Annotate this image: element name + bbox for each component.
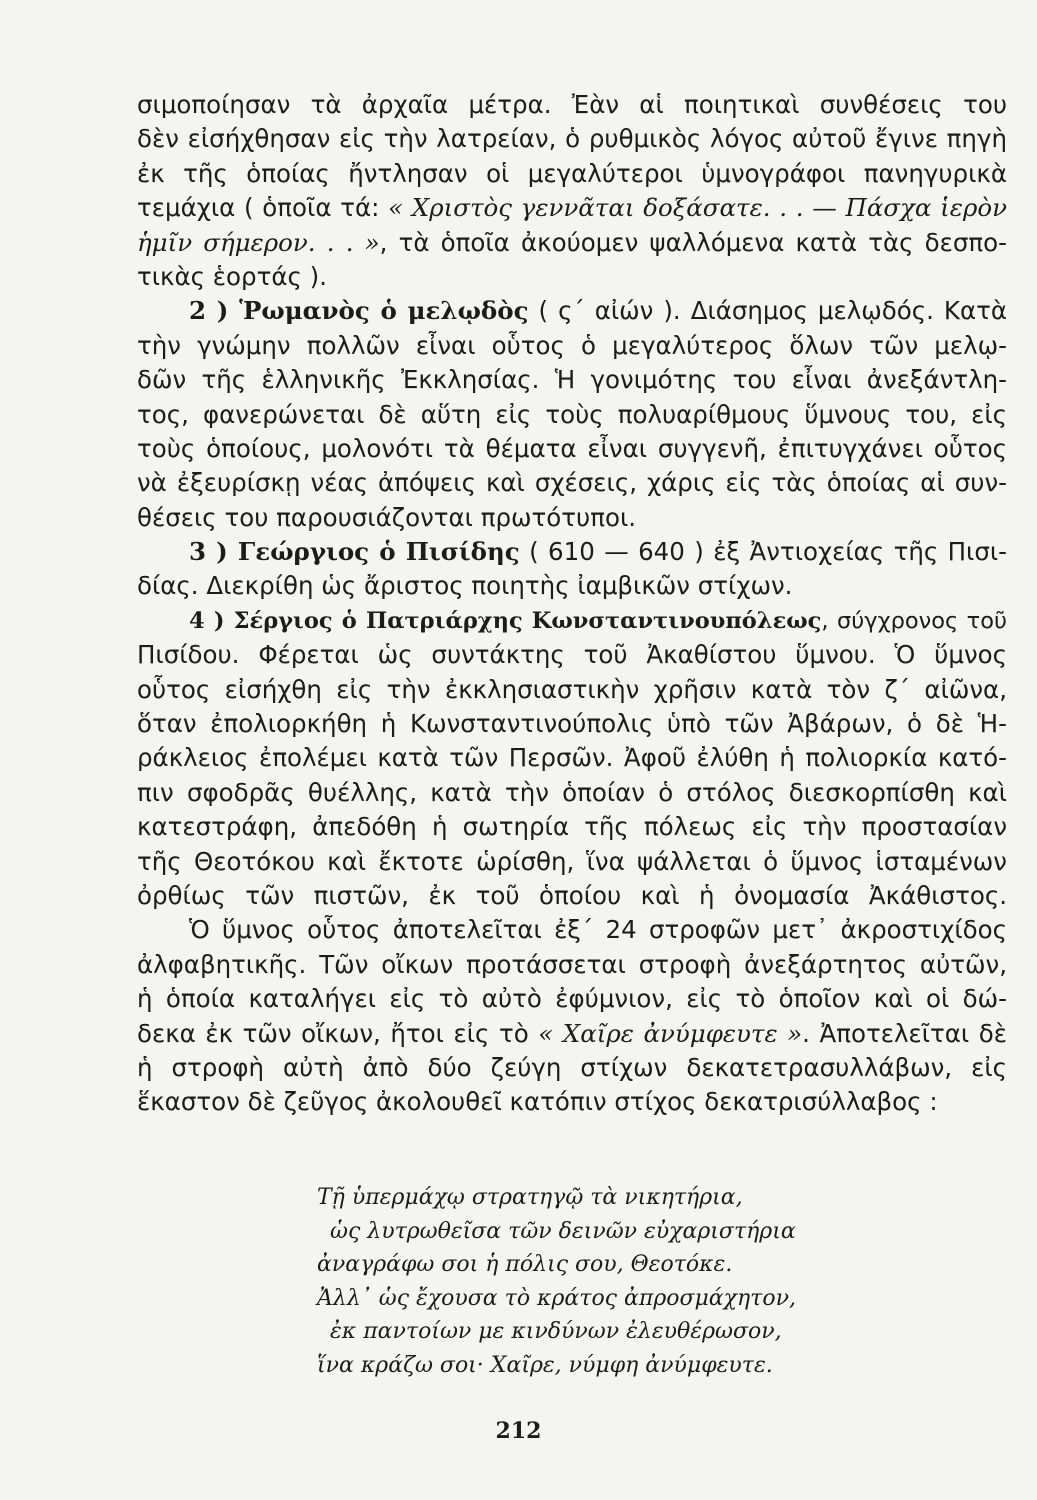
text-segment: ( 610 — 640 ) ἐξ Ἀντιοχείας τῆς Πισι- bbox=[519, 537, 1008, 567]
hymn-verses bbox=[317, 1181, 917, 1382]
quoted-hymn-text: « Χαῖρε ἀνύμφευτε » bbox=[538, 1018, 803, 1048]
verse-line: ὡς λυτρωθεῖσα τῶν δεινῶν εὐχαριστήρια bbox=[330, 1218, 796, 1244]
text-line bbox=[137, 776, 1007, 810]
text-segment: πιν σφοδρᾶς θυέλλης, κατὰ τὴν ὁποίαν ὁ στόλος διεσκορπίσθη καὶ bbox=[137, 777, 1007, 807]
quoted-hymn-text: ἡμῖν σήμερον. . . » bbox=[137, 227, 380, 257]
text-segment: . Ἀποτελεῖται δὲ bbox=[802, 1018, 1008, 1048]
text-line bbox=[137, 226, 1007, 260]
text-segment: Ὁ ὕμνος οὗτος ἀποτελεῖται ἐξ´ 24 στροφῶν μετ᾽ ἀκροστιχίδος bbox=[189, 915, 1007, 945]
page-number: 212 bbox=[495, 1418, 542, 1444]
text-line bbox=[137, 1051, 1007, 1085]
text-segment: ἡ στροφὴ αὐτὴ ἀπὸ δύο ζεύγη στίχων δεκατετρασυλλάβων, εἰς bbox=[137, 1052, 1007, 1082]
text-segment: οὗτος εἰσήχθη εἰς τὴν ἐκκλησιαστικὴν χρῆσιν κατὰ τὸν ζ´ αἰῶνα, bbox=[137, 674, 1007, 704]
text-line bbox=[137, 432, 1007, 466]
text-segment: ἕκαστον δὲ ζεῦγος ἀκολουθεῖ κατόπιν στίχος δεκατρισύλλαβος : bbox=[137, 1087, 938, 1117]
text-line bbox=[137, 879, 1007, 913]
section-heading: 3 ) Γεώργιος ὁ Πισίδης bbox=[189, 537, 520, 567]
text-segment: τῆς Θεοτόκου καὶ ἔκτοτε ὡρίσθη, ἵνα ψάλλεται ὁ ὕμνος ἱσταμένων bbox=[137, 846, 1007, 876]
text-line bbox=[137, 638, 1007, 672]
text-line bbox=[137, 363, 1007, 397]
text-line bbox=[137, 466, 1007, 500]
text-line bbox=[137, 673, 1007, 707]
text-line bbox=[137, 294, 1007, 328]
text-line bbox=[137, 122, 1007, 156]
text-line bbox=[137, 329, 1007, 363]
text-line bbox=[137, 88, 1007, 122]
text-segment: ἐκ τῆς ὁποίας ἤντλησαν οἱ μεγαλύτεροι ὑμνογράφοι πανηγυρικὰ bbox=[137, 158, 1007, 188]
text-segment: δίας. Διεκρίθη ὡς ἄριστος ποιητὴς ἰαμβικῶν στίχων. bbox=[137, 571, 793, 601]
text-segment: δεκα ἐκ τῶν οἴκων, ἤτοι εἰς τὸ bbox=[137, 1018, 539, 1048]
verse-line: Τῇ ὑπερμάχῳ στρατηγῷ τὰ νικητήρια, bbox=[317, 1185, 743, 1210]
text-line bbox=[137, 604, 1007, 638]
text-segment: τος, φανερώνεται δὲ αὕτη εἰς τοὺς πολυαρίθμους ὕμνους του, εἰς bbox=[137, 399, 1007, 429]
text-line bbox=[137, 1085, 1007, 1119]
text-segment: ὀρθίως τῶν πιστῶν, ἐκ τοῦ ὁποίου καὶ ἡ ὀνομασία Ἀκάθιστος. bbox=[137, 880, 1007, 910]
text-segment: δῶν τῆς ἑλληνικῆς Ἐκκλησίας. Ἡ γονιμότης του εἶναι ἀνεξάντλη- bbox=[137, 365, 1007, 395]
text-segment: ράκλειος ἐπολέμει κατὰ τῶν Περσῶν. Ἀφοῦ ἐλύθη ἡ πολιορκία κατό- bbox=[137, 743, 1007, 773]
text-line bbox=[137, 501, 1007, 535]
text-segment: τικὰς ἑορτάς ). bbox=[137, 261, 327, 291]
text-line bbox=[137, 741, 1007, 775]
text-segment: κατεστράφη, ἀπεδόθη ἡ σωτηρία τῆς πόλεως εἰς τὴν προστασίαν bbox=[137, 812, 1007, 842]
section-heading: 4 ) Σέργιος ὁ Πατριάρχης Κωνσταντινουπόλεως bbox=[189, 607, 822, 634]
text-segment: , σύγχρονος τοῦ bbox=[821, 607, 1008, 634]
quoted-hymn-text: « Χριστὸς γεννᾶται δοξάσατε. . . — Πάσχα ἱερὸν bbox=[388, 193, 1007, 223]
text-segment: τοὺς ὁποίους, μολονότι τὰ θέματα εἶναι συγγενῆ, ἐπιτυγχάνει οὗτος bbox=[137, 433, 1007, 463]
body-text bbox=[137, 88, 1007, 1120]
text-line bbox=[137, 913, 1007, 947]
verse-line: ἵνα κράζω σοι· Χαῖρε, νύμφη ἀνύμφευτε. bbox=[317, 1352, 773, 1378]
section-heading: 2 ) Ῥωμανὸς ὁ μελῳδὸς bbox=[189, 296, 529, 326]
text-line bbox=[137, 191, 1007, 225]
text-line bbox=[137, 1017, 1007, 1051]
text-line bbox=[137, 569, 1007, 603]
text-segment: Πισίδου. Φέρεται ὡς συντάκτης τοῦ Ἀκαθίστου ὕμνου. Ὁ ὕμνος bbox=[137, 640, 1007, 670]
verse-line: ἀναγράφω σοι ἡ πόλις σου, Θεοτόκε. bbox=[317, 1252, 733, 1277]
text-segment: ἡ ὁποία καταλήγει εἰς τὸ αὐτὸ ἐφύμνιον, εἰς τὸ ὁποῖον καὶ οἱ δώ- bbox=[137, 984, 1007, 1014]
text-segment: νὰ ἐξευρίσκῃ νέας ἀπόψεις καὶ σχέσεις, χάρις εἰς τὰς ὁποίας αἱ συν- bbox=[137, 468, 1007, 498]
text-line bbox=[137, 948, 1007, 982]
text-line bbox=[137, 535, 1007, 569]
text-segment: ( ς´ αἰών ). Διάσημος μελῳδός. Κατὰ bbox=[528, 296, 1008, 326]
verse-line: ἐκ παντοίων με κινδύνων ἐλευθέρωσον, bbox=[330, 1319, 782, 1344]
text-segment: , τὰ ὁποῖα ἀκούομεν ψαλλόμενα κατὰ τὰς δεσπο- bbox=[379, 227, 1007, 257]
text-segment: ὅταν ἐπολιορκήθη ἡ Κωνσταντινούπολις ὑπὸ τῶν Ἀβάρων, ὁ δὲ Ἡ- bbox=[137, 709, 1007, 739]
text-segment: σιμοποίησαν τὰ ἀρχαῖα μέτρα. Ἐὰν αἱ ποιητικαὶ συνθέσεις του bbox=[137, 90, 1007, 119]
verse-line: Ἀλλ᾽ ὡς ἔχουσα τὸ κράτος ἀπροσμάχητον, bbox=[317, 1285, 796, 1311]
text-segment: ἀλφαβητικῆς. Τῶν οἴκων προτάσσεται στροφὴ ἀνεξάρτητος αὐτῶν, bbox=[137, 949, 1007, 979]
text-line bbox=[137, 810, 1007, 844]
text-line bbox=[137, 157, 1007, 191]
text-line bbox=[137, 707, 1007, 741]
text-line bbox=[137, 398, 1007, 432]
text-segment: θέσεις του παρουσιάζονται πρωτότυποι. bbox=[137, 502, 637, 532]
text-segment: δὲν εἰσήχθησαν εἰς τὴν λατρείαν, ὁ ρυθμικὸς λόγος αὐτοῦ ἔγινε πηγὴ bbox=[137, 124, 1007, 154]
text-segment: τεμάχια ( ὁποῖα τά: bbox=[137, 193, 389, 223]
text-line bbox=[137, 845, 1007, 879]
text-line bbox=[137, 260, 1007, 294]
text-line bbox=[137, 982, 1007, 1016]
text-segment: τὴν γνώμην πολλῶν εἶναι οὗτος ὁ μεγαλύτερος ὅλων τῶν μελῳ- bbox=[137, 330, 1007, 360]
